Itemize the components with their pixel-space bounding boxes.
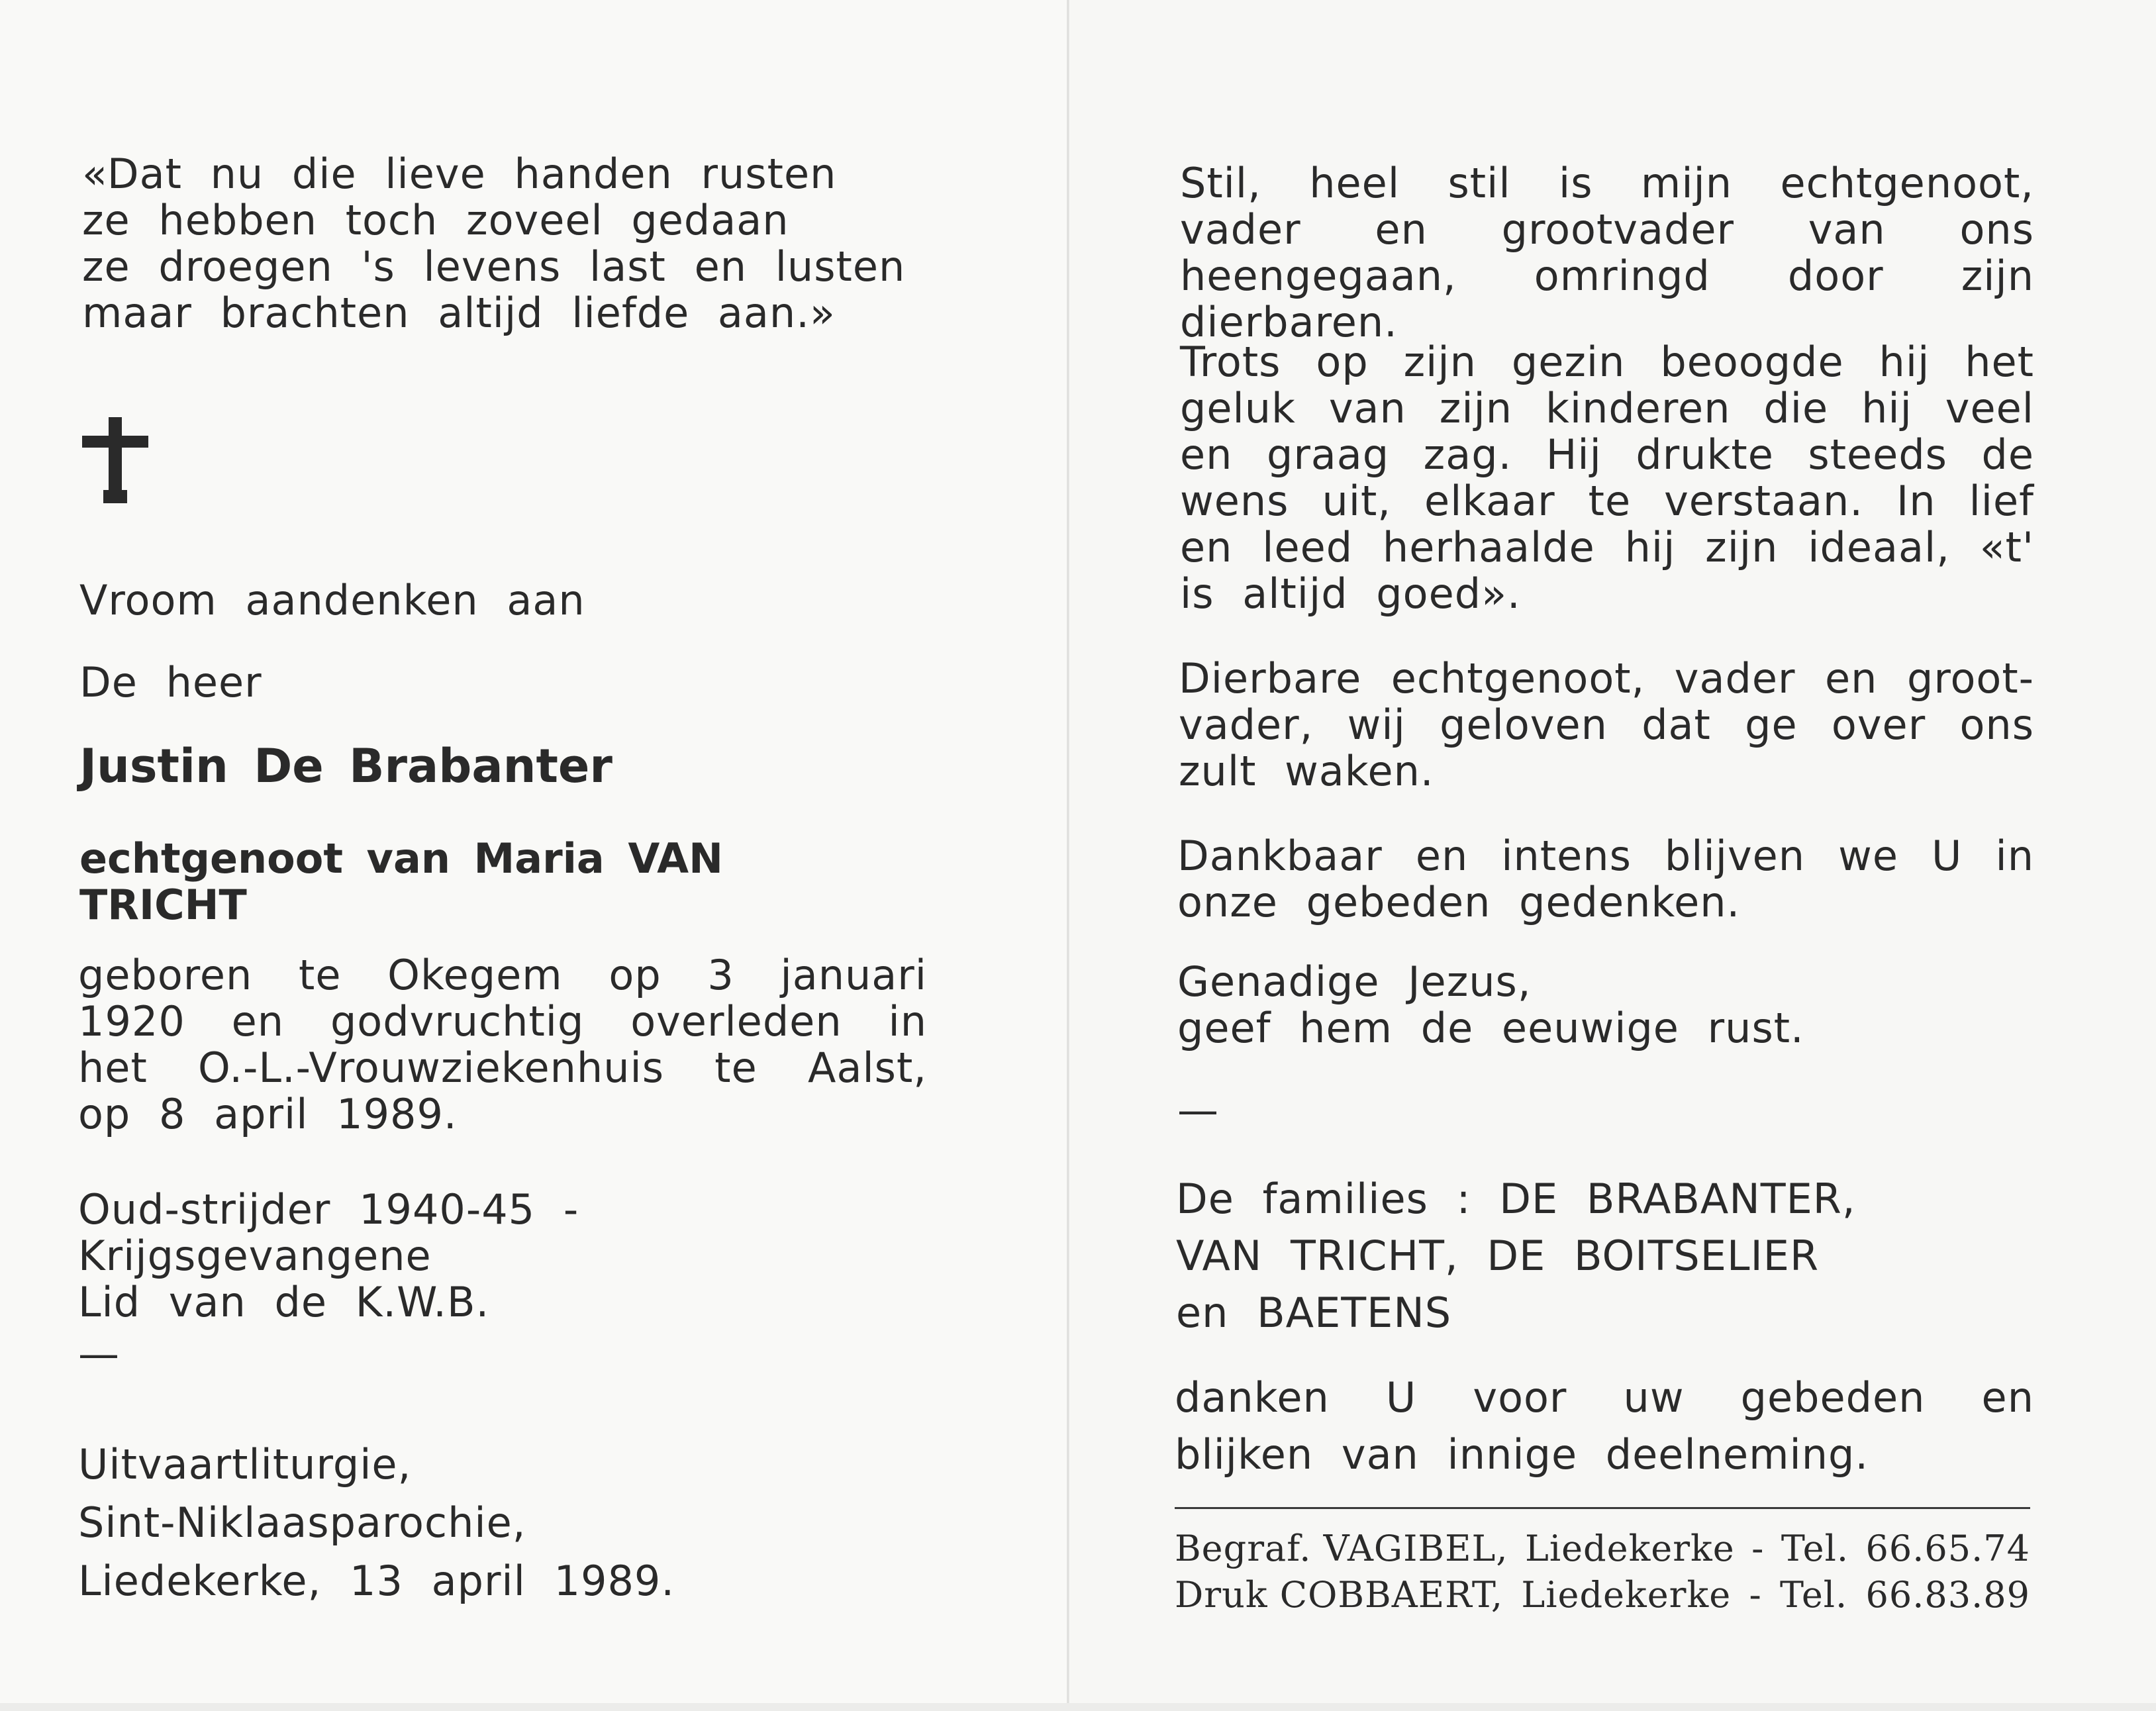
- card-bottom-edge: [0, 1703, 2156, 1711]
- birth-death-paragraph: geboren te Okegem op 3 januari 1920 en godvruchtig overleden in het O.-L.-Vrouwziekenhuis te Aalst, op 8 april 1989.: [78, 951, 927, 1138]
- credit-name: Begraf. VAGIBEL,: [1175, 1528, 1508, 1569]
- deceased-name: Justin De Brabanter: [79, 739, 612, 793]
- credit-tel-label: Tel.: [1781, 1528, 1849, 1569]
- families-list: De families : DE BRABANTER, VAN TRICHT, DE BOITSELIER en BAETENS: [1176, 1175, 1856, 1337]
- credit-name: Druk COBBAERT,: [1175, 1574, 1504, 1616]
- veteran-paragraph: Oud-strijder 1940-45 - Krijgsgevangene Lid van de K.W.B.: [78, 1185, 579, 1326]
- funeral-info: Uitvaartliturgie, Sint-Niklaasparochie, Liedekerke, 13 april 1989.: [78, 1440, 675, 1605]
- paragraph-3: Dierbare echtgenoot, vader en groot-vader, wij geloven dat ge over ons zult waken.: [1179, 654, 2034, 795]
- thanks-paragraph: danken U voor uw gebeden en blijken van innige deelneming.: [1175, 1373, 2034, 1479]
- paragraph-1: Stil, heel stil is mijn echtgenoot, vader en grootvader van ons heengegaan, omringd door zijn dierbaren.: [1180, 159, 2034, 346]
- divider-dash: —: [1177, 1086, 1219, 1134]
- credit-separator: -: [1749, 1574, 1762, 1616]
- credit-line-funeral-home: [1175, 1526, 2030, 1572]
- memory-heading: Vroom aandenken aan: [79, 576, 585, 624]
- credit-tel: 66.65.74: [1865, 1528, 2030, 1569]
- memorial-poem: «Dat nu die lieve handen rusten ze hebben toch zoveel gedaan ze droegen 's levens last en lusten maar brachten altijd liefde aan.»: [82, 150, 906, 337]
- credit-place: Liedekerke: [1521, 1574, 1732, 1616]
- card-fold: [1067, 0, 1069, 1711]
- paragraph-2: Trots op zijn gezin beoogde hij het geluk van zijn kinderen die hij veel en graag zag. Hij drukte steeds de wens uit, elkaar te verstaan. In lief en leed herhaalde hij zijn ideaal, «t' is altijd goed».: [1180, 338, 2034, 618]
- divider-dash: —: [78, 1330, 120, 1378]
- credit-place: Liedekerke: [1524, 1528, 1735, 1569]
- prayer: Genadige Jezus, geef hem de eeuwige rust.: [1177, 957, 1804, 1052]
- spouse-line: echtgenoot van Maria VAN TRICHT: [79, 834, 723, 929]
- cross-icon: [82, 417, 148, 503]
- credit-line-printer: [1175, 1572, 2030, 1618]
- credit-tel-label: Tel.: [1780, 1574, 1848, 1616]
- paragraph-4: Dankbaar en intens blijven we U in onze gebeden gedenken.: [1177, 832, 2034, 926]
- salutation: De heer: [79, 658, 262, 707]
- credits-block: [1175, 1526, 2030, 1618]
- credit-separator: -: [1751, 1528, 1765, 1569]
- credit-tel: 66.83.89: [1865, 1574, 2030, 1616]
- credits-rule: [1175, 1507, 2030, 1509]
